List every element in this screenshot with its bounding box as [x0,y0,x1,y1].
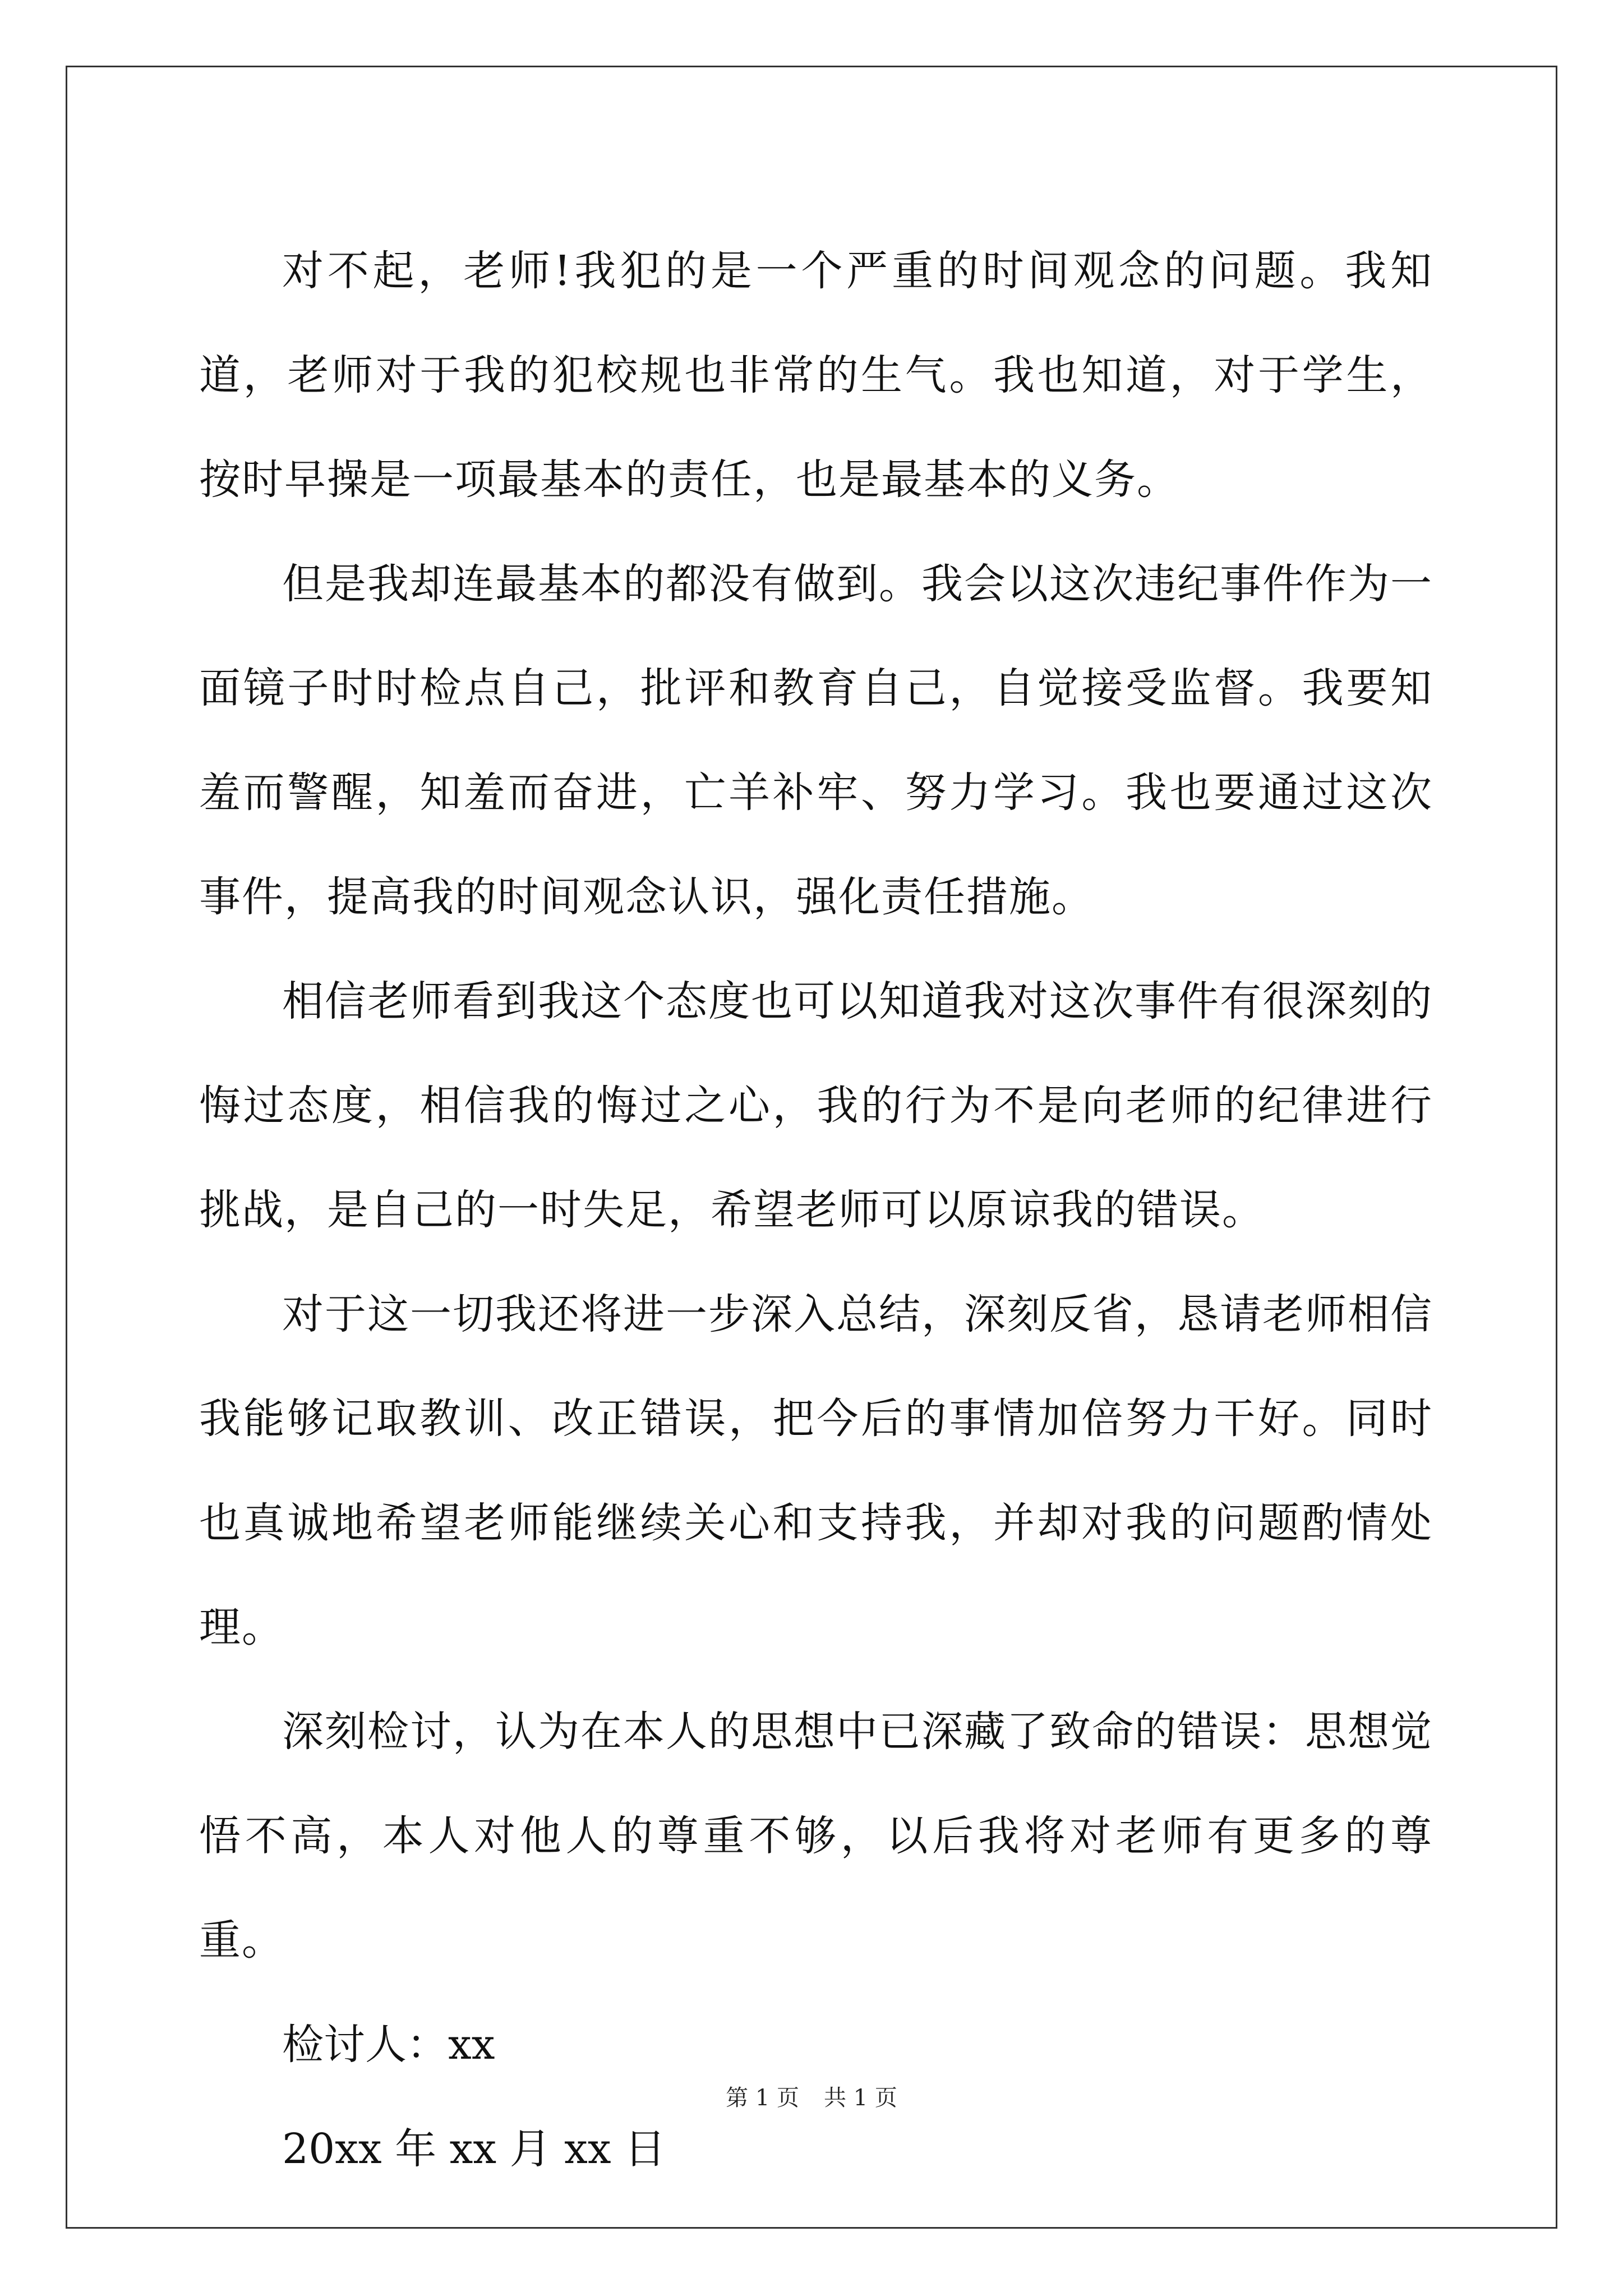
page-total-label: 共 1 页 [824,2085,897,2111]
signature-line: 检讨人：xx [282,2021,495,2069]
paragraph-4: 对于这一切我还将进一步深入总结，深刻反省，恳请老师相信我能够记取教训、改正错误，把今后的事情加倍努力干好。同时也真诚地希望老师能继续关心和支持我，并却对我的问题酌情处理。 [199,1290,1433,1651]
letter-body [199,219,1433,2201]
paragraph-2: 但是我却连最基本的都没有做到。我会以这次违纪事件作为一面镜子时时检点自己，批评和教育自己，自觉接受监督。我要知羞而警醒，知羞而奋进，亡羊补牢、努力学习。我也要通过这次事件，提高我的时间观念认识，强化责任措施。 [199,560,1433,921]
paragraph-5: 深刻检讨，认为在本人的思想中已深藏了致命的错误：思想觉悟不高，本人对他人的尊重不够，以后我将对老师有更多的尊重。 [199,1708,1433,1964]
paragraph-3: 相信老师看到我这个态度也可以知道我对这次事件有很深刻的悔过态度，相信我的悔过之心，我的行为不是向老师的纪律进行挑战，是自己的一时失足，希望老师可以原谅我的错误。 [199,977,1433,1234]
date-line: 20xx 年 xx 月 xx 日 [282,2125,666,2173]
page-footer [0,2081,1623,2115]
page-current-label: 第 1 页 [726,2085,799,2111]
paragraph-1: 对不起，老师!我犯的是一个严重的时间观念的问题。我知道，老师对于我的犯校规也非常的生气。我也知道，对于学生，按时早操是一项最基本的责任，也是最基本的义务。 [199,247,1433,504]
